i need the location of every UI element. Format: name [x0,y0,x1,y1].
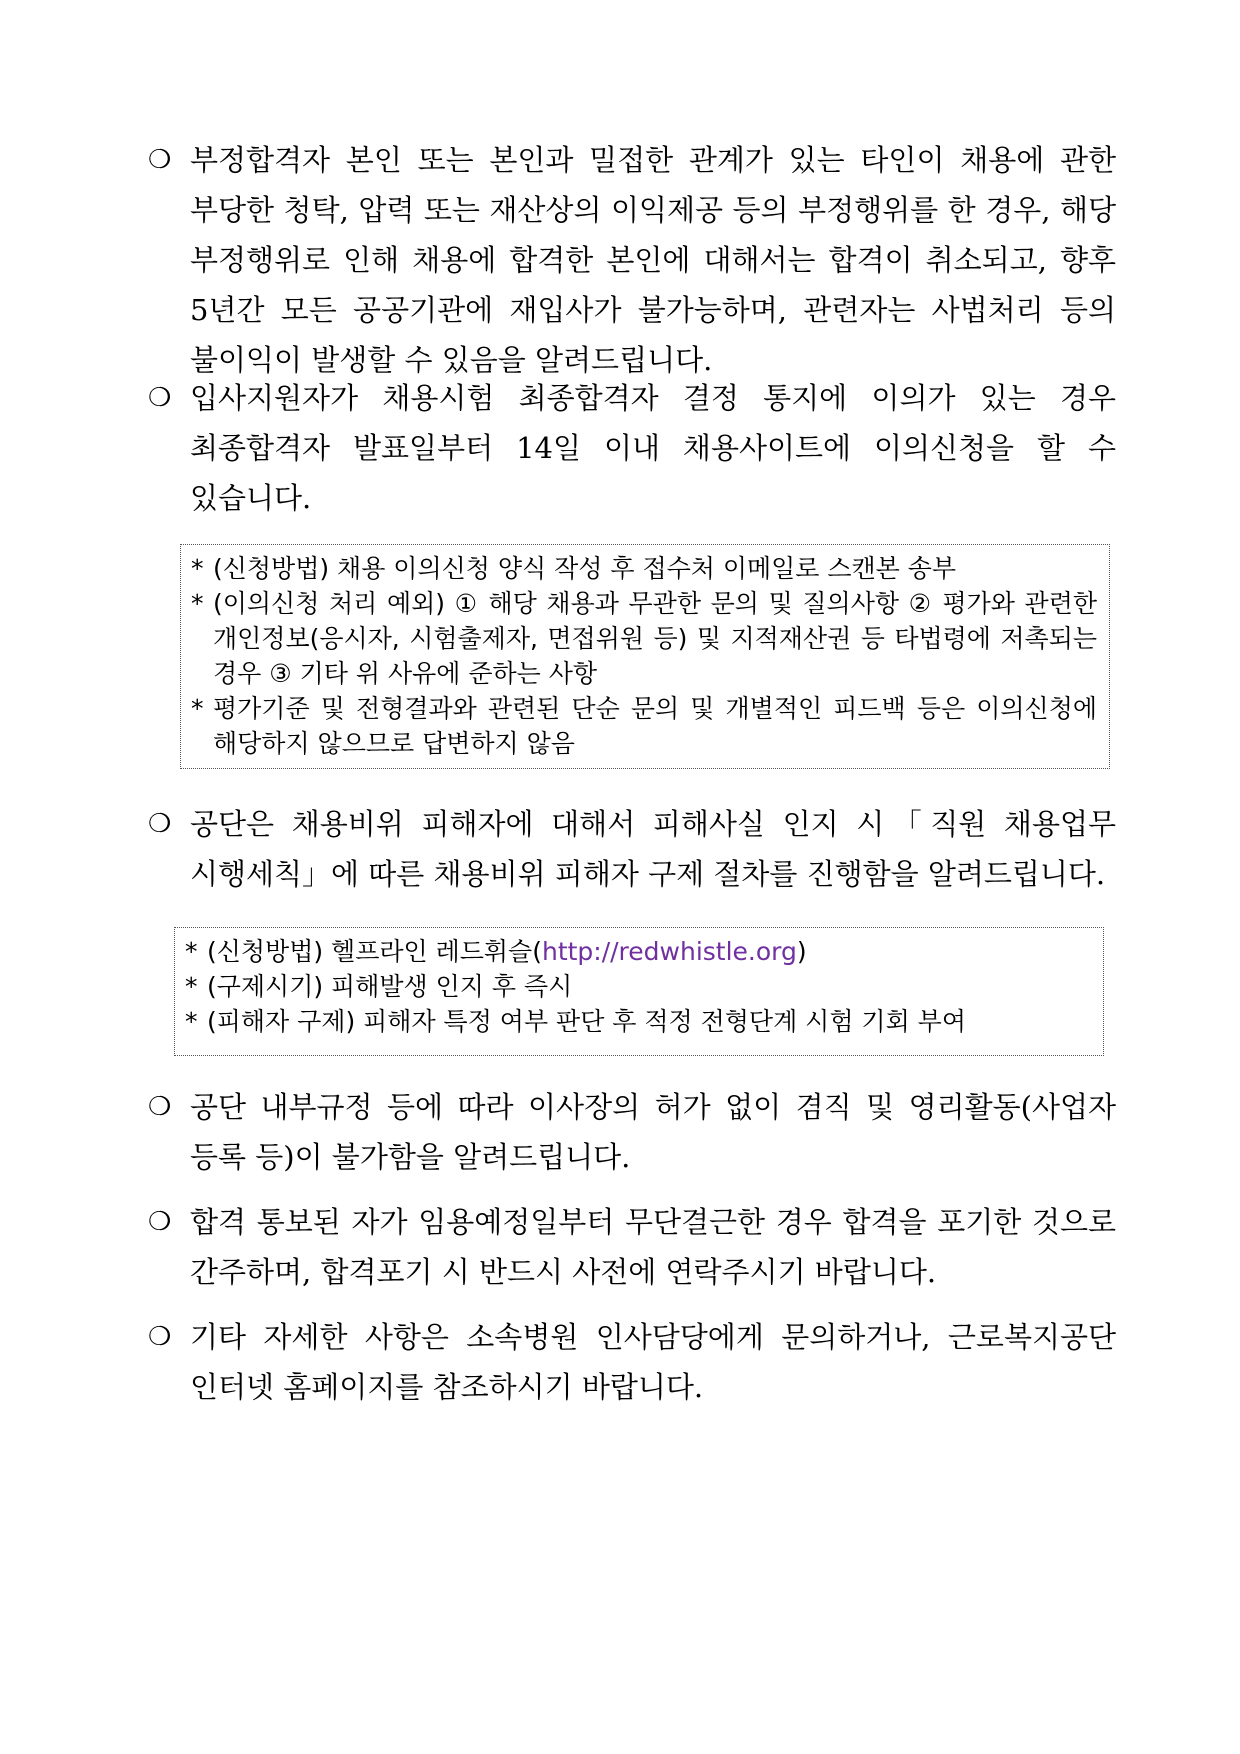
asterisk-icon: * [185,1007,198,1036]
notice-text: 합격 통보된 자가 임용예정일부터 무단결근한 경우 합격을 포기한 것으로 간주하며, 합격포기 시 반드시 사전에 연락주시기 바랍니다. [190,1205,1116,1289]
asterisk-icon: * [185,937,198,966]
appeal-note-exceptions [191,586,1097,691]
asterisk-icon: * [191,694,204,723]
circle-bullet-icon: ❍ [148,1322,172,1352]
link-paren-open: ( [532,937,542,966]
asterisk-icon: * [191,554,204,583]
note-text: (이의신청 처리 예외) ① 해당 채용과 무관한 문의 및 질의사항 ② 평가와 관련한 개인정보(응시자, 시험출제자, 면접위원 등) 및 지적재산권 등 타법령에 저촉되는 경우 ③ 기타 위 사유에 준하는 사항 [213,589,1097,688]
relief-note-method [185,934,1091,969]
circle-bullet-icon: ❍ [148,1092,172,1122]
asterisk-icon: * [185,972,198,1001]
asterisk-icon: * [191,589,204,618]
notice-item-corruption-victim [148,799,1116,899]
notice-item-fraud [148,135,1116,385]
relief-note-victim [185,1004,1091,1039]
circle-bullet-icon: ❍ [148,145,172,175]
notice-text: 기타 자세한 사항은 소속병원 인사담당에게 문의하거나, 근로복지공단 인터넷 홈페이지를 참조하시기 바랍니다. [190,1320,1116,1404]
notice-text: 부정합격자 본인 또는 본인과 밀접한 관계가 있는 타인이 채용에 관한 부당한 청탁, 압력 또는 재산상의 이익제공 등의 부정행위를 한 경우, 해당 부정행위로 인해 채용에 합격한 본인에 대해서는 합격이 취소되고, 향후 5년간 모든 공공기관에 재입사가 불가능하며, 관련자는 사법처리 등의 불이익이 발생할 수 있음을 알려드립니다. [190,143,1116,377]
circle-bullet-icon: ❍ [148,383,172,413]
relief-notes-box [174,927,1104,1056]
circle-bullet-icon: ❍ [148,809,172,839]
notice-text: 입사지원자가 채용시험 최종합격자 결정 통지에 이의가 있는 경우 최종합격자 발표일부터 14일 이내 채용사이트에 이의신청을 할 수 있습니다. [190,381,1116,515]
note-text: (신청방법) 채용 이의신청 양식 작성 후 접수처 이메일로 스캔본 송부 [213,554,957,583]
appeal-note-simple-inquiry [191,691,1097,761]
circle-bullet-icon: ❍ [148,1207,172,1237]
notice-text: 공단 내부규정 등에 따라 이사장의 허가 없이 겸직 및 영리활동(사업자 등록 등)이 불가함을 알려드립니다. [190,1090,1116,1174]
note-text: (신청방법) 헬프라인 레드휘슬 [207,937,533,966]
note-text: 평가기준 및 전형결과와 관련된 단순 문의 및 개별적인 피드백 등은 이의신청에 해당하지 않으므로 답변하지 않음 [213,694,1097,758]
link-paren-close: ) [796,937,807,966]
note-text: (구제시기) 피해발생 인지 후 즉시 [207,972,573,1001]
notice-text: 공단은 채용비위 피해자에 대해서 피해사실 인지 시「직원 채용업무 시행세칙」에 따른 채용비위 피해자 구제 절차를 진행함을 알려드립니다. [190,807,1116,891]
notice-item-appeal [148,373,1116,523]
notice-item-absence [148,1197,1116,1297]
notice-item-side-job [148,1082,1116,1182]
appeal-note-method [191,551,1097,586]
notice-item-inquiry [148,1312,1116,1412]
redwhistle-link[interactable]: http://redwhistle.org [541,937,797,966]
appeal-notes-box [180,544,1110,769]
note-text: (피해자 구제) 피해자 특정 여부 판단 후 적정 전형단계 시험 기회 부여 [207,1007,966,1036]
relief-note-timing [185,969,1091,1004]
